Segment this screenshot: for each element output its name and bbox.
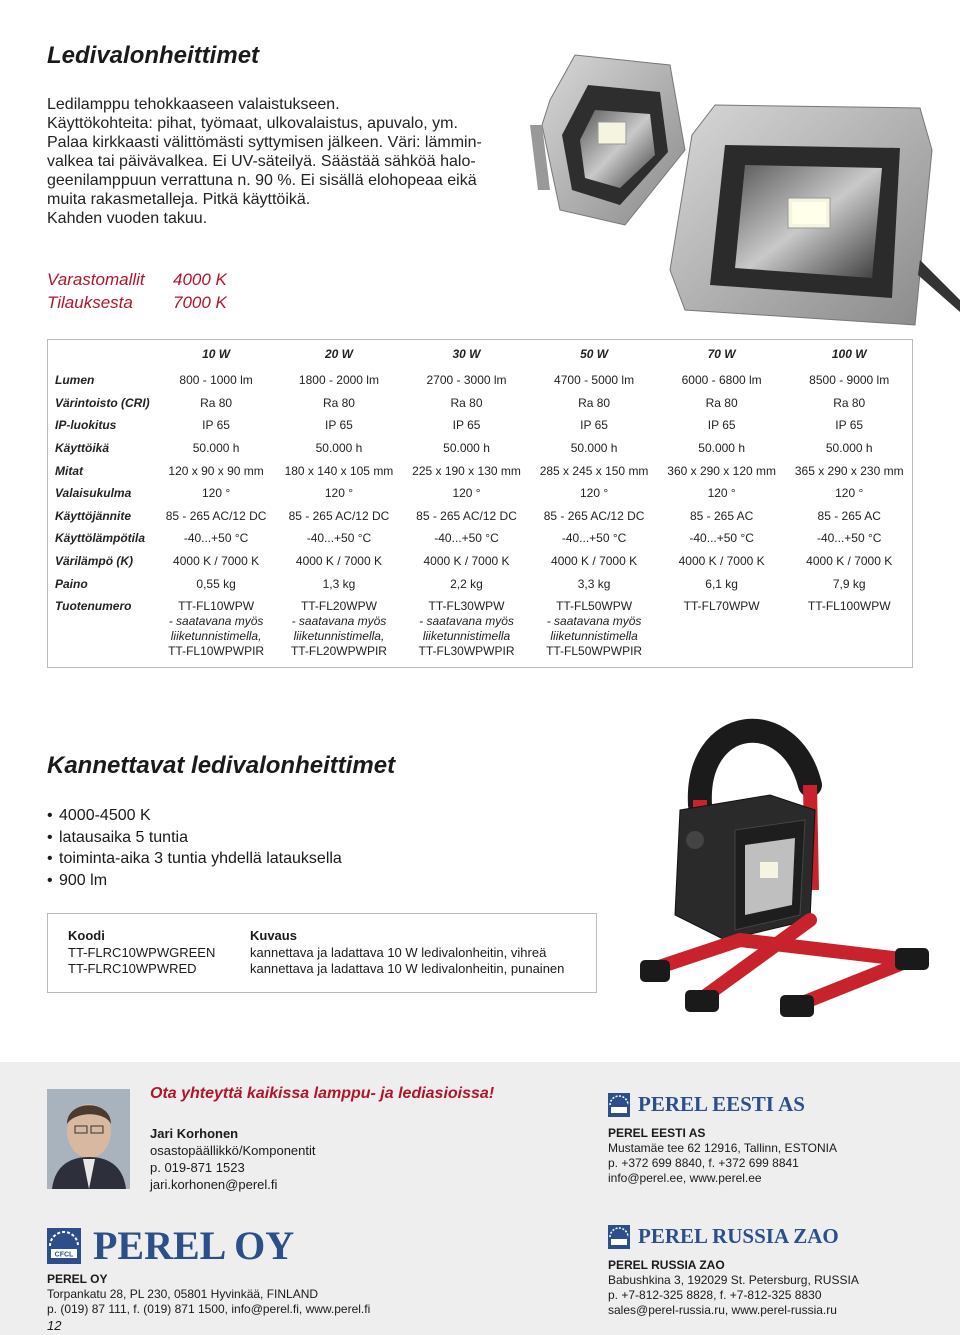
table-cell: 85 - 265 AC/12 DC: [543, 508, 645, 523]
product-code-cell: [785, 595, 913, 663]
column-header: 10 W: [202, 347, 231, 361]
table-cell: -40...+50 °C: [306, 531, 372, 546]
product-code-box: [47, 913, 597, 993]
product-code-cell: [403, 595, 531, 663]
intro-line: geenilamppuun verrattuna n. 90 %. Ei sisällä elohopeaa eikä: [47, 172, 477, 189]
section-title: Kannettavat ledivalonheittimet: [47, 752, 396, 779]
table-cell: 360 x 290 x 120 mm: [667, 463, 776, 478]
table-row: [47, 527, 913, 550]
table-cell: Ra 80: [578, 395, 611, 410]
table-cell: IP 65: [835, 418, 864, 433]
intro-line: Kahden vuoden takuu.: [47, 210, 208, 227]
table-cell: 2700 - 3000 lm: [426, 373, 507, 388]
table-cell: IP 65: [202, 418, 230, 433]
table-cell: -40...+50 °C: [434, 531, 499, 546]
perel-eesti-logo: [608, 1092, 805, 1117]
contact-email[interactable]: jari.korhonen@perel.fi: [150, 1177, 278, 1192]
table-cell: 365 x 290 x 230 mm: [794, 463, 904, 478]
web-line[interactable]: info@perel.ee, www.perel.ee: [608, 1171, 762, 1185]
contact-person: [150, 1125, 316, 1193]
table-cell: 6,1 kg: [705, 576, 738, 591]
product-code-cell: [275, 595, 403, 663]
table-cell: 85 - 265 AC: [817, 508, 881, 523]
product-code: TT-FL70WPW: [683, 598, 760, 613]
table-cell: 3,3 kg: [577, 576, 611, 591]
product-note: - saatavana myös: [419, 613, 514, 628]
row-header: Käyttölämpötila: [55, 531, 146, 546]
product-code: TT-FL100WPW: [807, 598, 891, 613]
table-cell: 4700 - 5000 lm: [554, 373, 635, 388]
table-cell: -40...+50 °C: [561, 531, 627, 546]
feature-list: [47, 805, 342, 891]
row-header: Lumen: [55, 373, 95, 388]
perel-oy-logo: [47, 1222, 294, 1269]
product-note: - saatavana myös: [291, 613, 387, 628]
table-row: [47, 437, 913, 460]
list-item: • latausaika 5 tuntia: [47, 827, 342, 849]
code-column: [68, 928, 215, 978]
row-header: Mitat: [55, 463, 83, 478]
stock-value: 4000 K: [173, 270, 227, 289]
code-header: Koodi: [68, 928, 105, 943]
row-header: Värilämpö (K): [55, 554, 134, 569]
table-cell: -40...+50 °C: [816, 531, 882, 546]
table-row: [47, 369, 913, 392]
table-cell: 6000 - 6800 lm: [681, 373, 762, 388]
table-row: [47, 482, 913, 505]
stock-info: [47, 268, 227, 314]
perel-oy-address: [47, 1272, 370, 1317]
row-header: Käyttöikä: [55, 441, 110, 456]
table-cell: 85 - 265 AC/12 DC: [288, 508, 390, 523]
phone-line: p. +372 699 8840, f. +372 699 8841: [608, 1156, 799, 1170]
table-cell: 85 - 265 AC/12 DC: [416, 508, 517, 523]
stock-value: 7000 K: [173, 293, 227, 312]
description-value: kannettava ja ladattava 10 W ledivalonheitin, punainen: [250, 961, 565, 976]
page-number: 12: [47, 1318, 62, 1333]
logo-text: CFCL: [54, 1251, 74, 1258]
table-cell: 85 - 265 AC/12 DC: [165, 508, 267, 523]
contact-role: osastopäällikkö/Komponentit: [150, 1143, 316, 1158]
table-cell: 120 °: [324, 486, 354, 501]
brand-name: PEREL RUSSIA ZAO: [638, 1224, 839, 1248]
product-note: liiketunnistimella: [422, 628, 511, 643]
table-corner: [47, 339, 157, 369]
spec-table: [47, 339, 913, 663]
floodlight-image: [520, 40, 960, 340]
product-code-cell: [658, 595, 786, 663]
table-cell: 120 °: [452, 486, 481, 501]
table-cell: 4000 K / 7000 K: [423, 554, 510, 569]
stock-label: Varastomallit: [47, 270, 145, 289]
intro-line: muita rakasmetalleja. Pitkä käyttöikä.: [47, 191, 311, 208]
table-cell: 50.000 h: [443, 441, 490, 456]
table-cell: -40...+50 °C: [689, 531, 754, 546]
product-alt-code: TT-FL10WPWPIR: [168, 643, 265, 658]
table-cell: 800 - 1000 lm: [179, 373, 253, 388]
table-cell: Ra 80: [200, 395, 233, 410]
intro-line: Palaa kirkkaasti välittömästi syttymisen jälkeen. Väri: lämmin-: [47, 134, 482, 151]
table-cell: 2,2 kg: [450, 576, 483, 591]
table-cell: 180 x 140 x 105 mm: [284, 463, 394, 478]
table-cell: Ra 80: [833, 395, 866, 410]
product-note: liiketunnistimella,: [293, 628, 385, 643]
column-header: 50 W: [580, 347, 609, 361]
list-item: • 900 lm: [47, 870, 342, 892]
description-column: [250, 928, 564, 978]
table-cell: 50.000 h: [315, 441, 363, 456]
contact-phone: p. 019-871 1523: [150, 1160, 245, 1175]
table-cell: 285 x 245 x 150 mm: [539, 463, 649, 478]
table-cell: 4000 K / 7000 K: [678, 554, 765, 569]
address-line: Mustamäe tee 62 12916, Tallinn, ESTONIA: [608, 1141, 838, 1155]
intro-line: Ledilamppu tehokkaaseen valaistukseen.: [47, 96, 340, 113]
perel-emblem-icon: [608, 1093, 630, 1117]
contact-person-photo: [47, 1089, 130, 1189]
table-cell: IP 65: [452, 418, 481, 433]
intro-line: valkea tai päivävalkea. Ei UV-säteilyä. Säästää sähköä halo-: [47, 153, 476, 170]
table-row: [47, 392, 913, 415]
row-header: IP-luokitus: [55, 418, 117, 433]
description-value: kannettava ja ladattava 10 W ledivalonheitin, vihreä: [250, 944, 547, 960]
perel-emblem-icon: [47, 1228, 81, 1264]
intro-line: Käyttökohteita: pihat, työmaat, ulkovalaistus, apuvalo, ym.: [47, 115, 458, 132]
list-item: • 4000-4500 K: [47, 805, 342, 827]
page-title: Ledivalonheittimet: [47, 42, 260, 69]
perel-russia-logo: [608, 1224, 839, 1249]
table-cell: IP 65: [325, 418, 353, 433]
contact-heading: Ota yhteyttä kaikissa lamppu- ja lediasioissa!: [150, 1085, 495, 1102]
product-note: liiketunnistimella: [550, 628, 638, 643]
code-value: TT-FLRC10WPWRED: [68, 961, 197, 976]
stock-label: Tilauksesta: [47, 293, 133, 312]
table-cell: Ra 80: [450, 395, 483, 410]
column-header: 30 W: [452, 347, 481, 361]
table-cell: 1,3 kg: [322, 576, 356, 591]
table-cell: 120 °: [707, 486, 736, 501]
code-value: TT-FLRC10WPWGREEN: [68, 944, 216, 960]
product-note: - saatavana myös: [546, 613, 642, 628]
perel-eesti-address: [608, 1126, 837, 1186]
table-cell: 50.000 h: [825, 441, 873, 456]
company-name: PEREL EESTI AS: [608, 1126, 706, 1140]
table-row: [47, 459, 913, 482]
table-cell: 1800 - 2000 lm: [298, 373, 379, 388]
stock-row: [47, 268, 227, 291]
row-header: Käyttöjännite: [55, 508, 132, 523]
company-name: PEREL OY: [47, 1272, 108, 1286]
table-cell: IP 65: [580, 418, 608, 433]
table-cell: 85 - 265 AC: [689, 508, 754, 523]
column-header: 20 W: [324, 347, 353, 361]
table-cell: 120 x 90 x 90 mm: [168, 463, 264, 478]
product-note: - saatavana myös: [168, 613, 264, 628]
table-cell: 120 °: [835, 486, 864, 501]
row-header: Paino: [55, 576, 88, 591]
intro-text: [47, 95, 517, 228]
column-header: 100 W: [831, 347, 867, 361]
stock-row: [47, 291, 227, 314]
table-cell: Ra 80: [705, 395, 738, 410]
list-item: • toiminta-aika 3 tuntia yhdellä latauksella: [47, 848, 342, 870]
table-cell: 7,9 kg: [832, 576, 866, 591]
contact-name: Jari Korhonen: [150, 1126, 239, 1141]
product-code: TT-FL10WPW: [178, 598, 255, 613]
table-row-product-codes: [47, 595, 913, 663]
table-cell: 4000 K / 7000 K: [173, 554, 260, 569]
product-code: TT-FL20WPW: [300, 598, 377, 613]
table-cell: 4000 K / 7000 K: [551, 554, 638, 569]
table-cell: 4000 K / 7000 K: [806, 554, 893, 569]
table-row: [47, 572, 913, 595]
table-row: [47, 414, 913, 437]
table-cell: 8500 - 9000 lm: [809, 373, 890, 388]
table-cell: -40...+50 °C: [183, 531, 249, 546]
table-cell: 50.000 h: [192, 441, 240, 456]
web-line[interactable]: sales@perel-russia.ru, www.perel-russia.ru: [608, 1303, 837, 1317]
table-cell: IP 65: [707, 418, 736, 433]
table-row: [47, 550, 913, 573]
address-line: Babushkina 3, 192029 St. Petersburg, RUSSIA: [608, 1273, 859, 1287]
row-header: Valaisukulma: [55, 486, 132, 501]
table-cell: 50.000 h: [698, 441, 745, 456]
product-code-cell: [157, 595, 275, 663]
phone-line: p. +7-812-325 8828, f. +7-812-325 8830: [608, 1288, 822, 1302]
table-cell: 0,55 kg: [196, 576, 236, 591]
product-alt-code: TT-FL50WPWPIR: [546, 643, 643, 658]
row-header: Tuotenumero: [55, 598, 132, 613]
product-code: TT-FL50WPW: [556, 598, 633, 613]
table-cell: Ra 80: [322, 395, 355, 410]
address-line: Torpankatu 28, PL 230, 05801 Hyvinkää, FINLAND: [47, 1287, 319, 1301]
product-code-cell: [530, 595, 658, 663]
brand-name: PEREL OY: [93, 1223, 295, 1268]
table-row: [47, 505, 913, 528]
product-alt-code: TT-FL30WPWPIR: [418, 643, 515, 658]
perel-emblem-icon: [608, 1225, 630, 1249]
table-cell: 4000 K / 7000 K: [295, 554, 382, 569]
table-cell: 120 °: [202, 486, 231, 501]
table-cell: 50.000 h: [570, 441, 618, 456]
column-header: 70 W: [707, 347, 736, 361]
perel-russia-address: [608, 1258, 859, 1318]
table-header-row: [47, 339, 913, 369]
product-alt-code: TT-FL20WPWPIR: [290, 643, 387, 658]
product-code: TT-FL30WPW: [428, 598, 505, 613]
portable-floodlight-image: [640, 690, 940, 1030]
contact-line[interactable]: p. (019) 87 111, f. (019) 871 1500, info@perel.fi, www.perel.fi: [47, 1302, 371, 1316]
row-header: Värintoisto (CRI): [55, 395, 150, 410]
brand-name: PEREL EESTI AS: [638, 1092, 805, 1116]
table-cell: 225 x 190 x 130 mm: [412, 463, 521, 478]
company-name: PEREL RUSSIA ZAO: [608, 1258, 725, 1272]
table-cell: 120 °: [580, 486, 609, 501]
description-header: Kuvaus: [250, 928, 297, 943]
product-note: liiketunnistimella,: [170, 628, 262, 643]
